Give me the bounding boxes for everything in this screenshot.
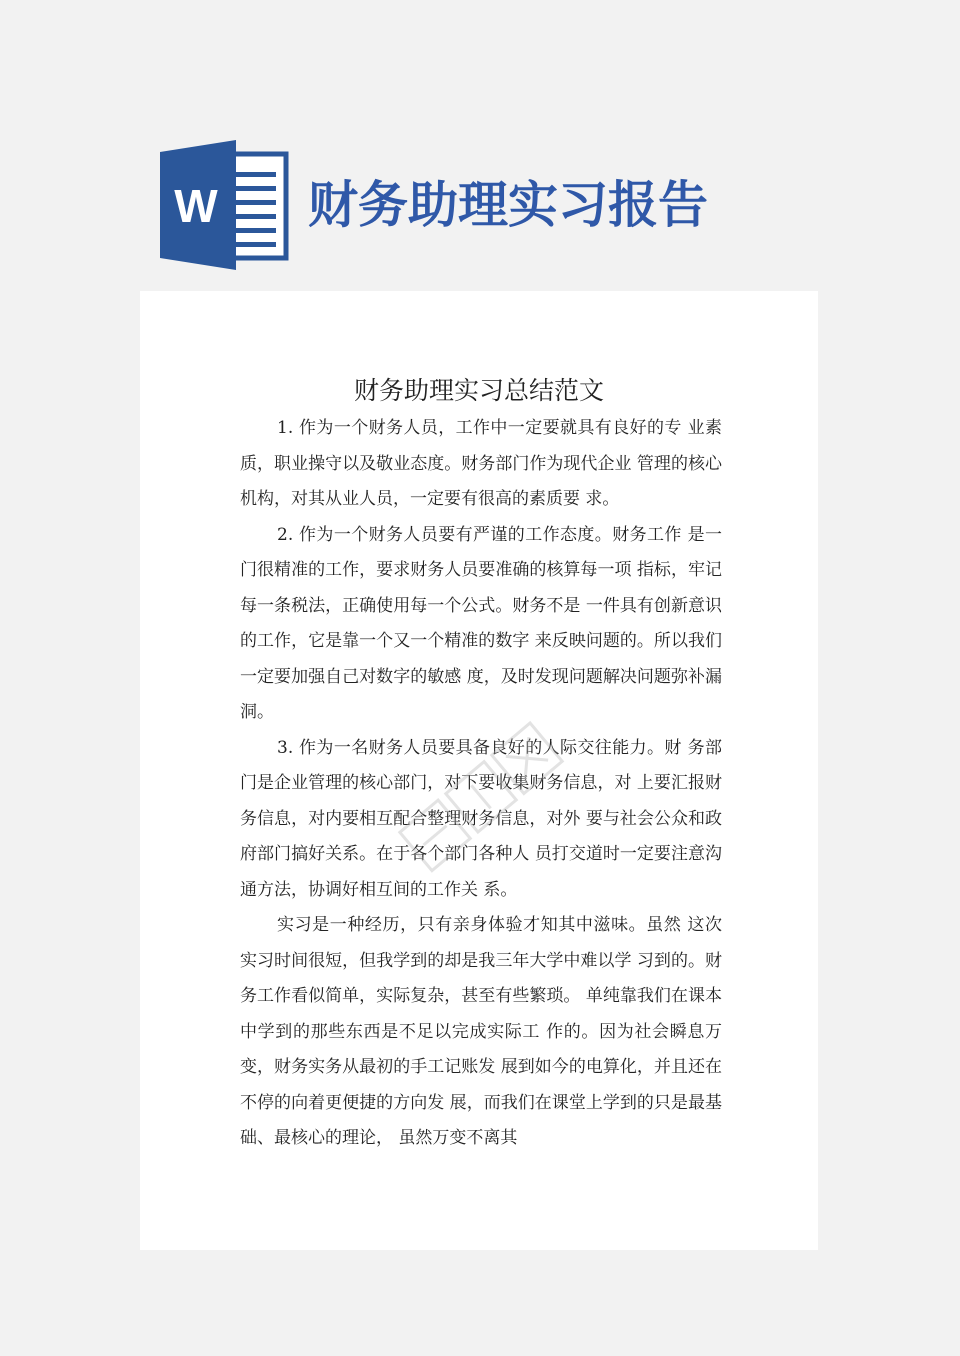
paragraph-1: 1. 作为一个财务人员，工作中一定要就具有良好的专 业素质，职业操守以及敬业态度。财务部门作为现代企业 管理的核心机构，对其从业人员，一定要有很高的素质要 求。 bbox=[240, 418, 722, 509]
paragraph-4: 实习是一种经历，只有亲身体验才知其中滋味。虽然 这次实习时间很短，但我学到的却是我三年大学中难以学 习到的。财务工作看似简单，实际复杂，甚至有些繁琐。 单纯靠我们在课本中学到的那些东西是不足以完成实际工 作的。因为社会瞬息万变，财务实务从最初的手工记账发 展到如今的电算化，并且还在不停的向着更便捷的方向发 展，而我们在课堂上学到的只是最基础、最核心的理论， 虽然万变不离其 bbox=[240, 915, 722, 1148]
page-title: 财务助理实习报告 bbox=[308, 176, 708, 234]
paragraph-3: 3. 作为一名财务人员要具备良好的人际交往能力。财 务部门是企业管理的核心部门，对下要收集财务信息，对 上要汇报财务信息，对内要相互配合整理财务信息，对外 要与社会公众和政府部门搞好关系。在于各个部门各种人 员打交道时一定要注意沟通方法，协调好相互间的工作关 系。 bbox=[240, 737, 722, 900]
word-document-icon bbox=[160, 140, 290, 270]
header bbox=[160, 140, 840, 270]
logo-letter: W bbox=[174, 180, 218, 232]
paragraph-2: 2. 作为一个财务人员要有严谨的工作态度。财务工作 是一门很精准的工作，要求财务人员要准确的核算每一项 指标，牢记每一条税法，正确使用每一个公式。财务不是 一件具有创新意识的工作，它是靠一个又一个精准的数字 来反映问题的。所以我们一定要加强自己对数字的敏感 度，及时发现问题解决问题弥补漏洞。 bbox=[240, 524, 722, 722]
document-title: 财务助理实习总结范文 bbox=[353, 376, 604, 405]
